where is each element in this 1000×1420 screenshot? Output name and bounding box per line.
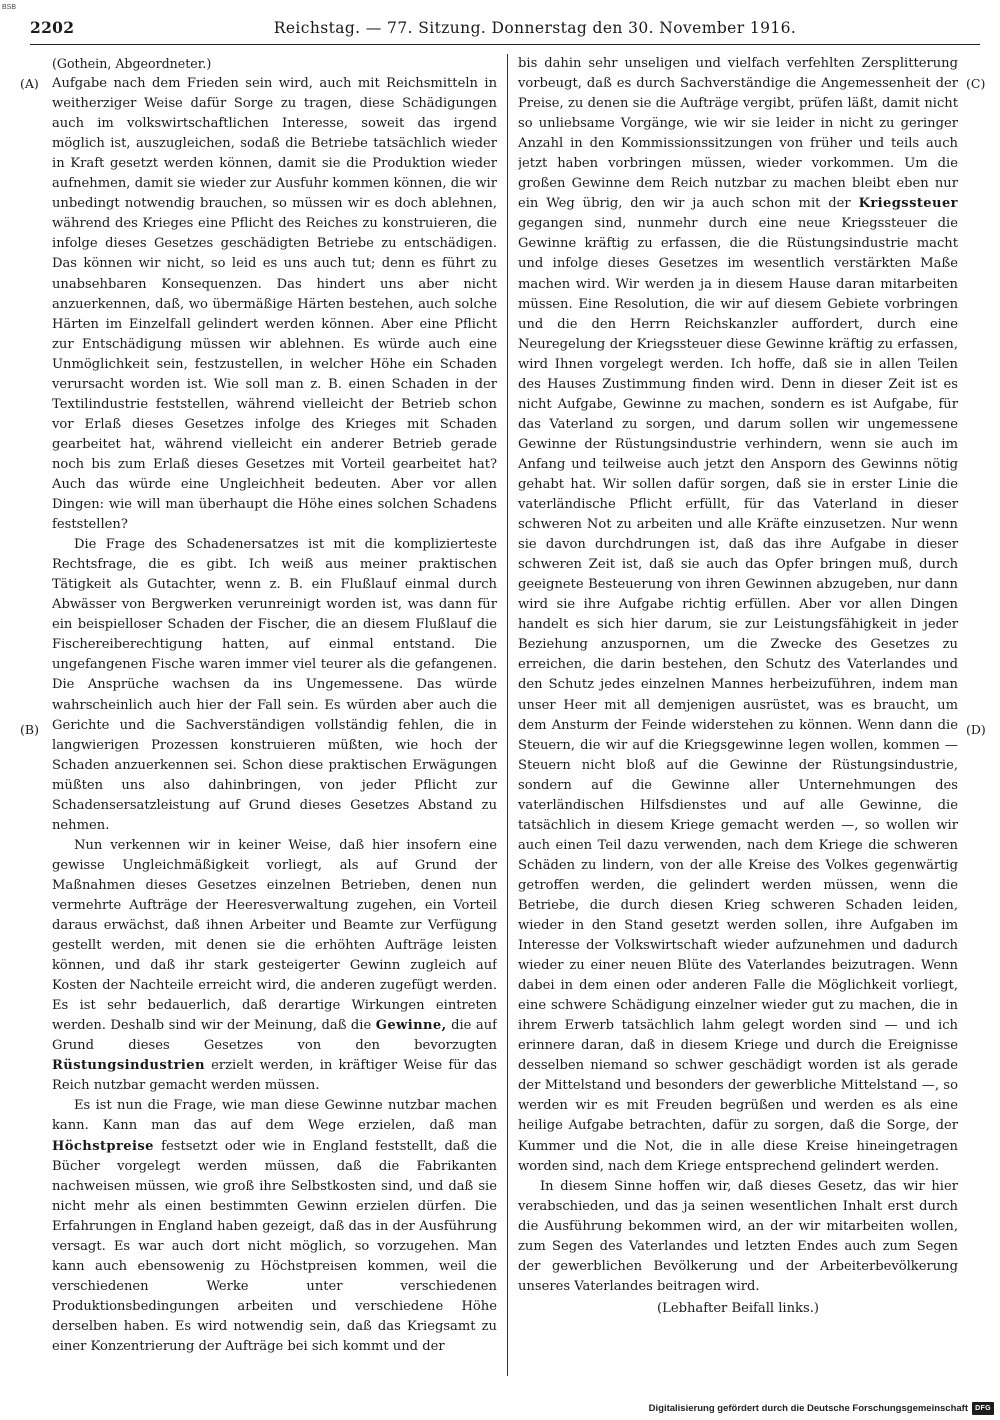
margin-mark-c: (C) [966,76,986,91]
speaker-label: (Gothein, Abgeordneter.) [52,56,212,71]
emphasis: Kriegssteuer [858,196,958,212]
emphasis: Gewinne, [375,1018,447,1034]
left-column [52,54,497,1376]
margin-mark-a: (A) [20,76,39,91]
page-header [30,18,980,45]
column-divider [507,54,508,1376]
right-column [518,54,958,1376]
paragraph: Es ist nun die Frage, wie man diese Gewinne nutzbar machen kann. Kann man das auf dem Wege erzielen, daß man Höchstpreise festsetzt oder wie in England feststellt, daß die Bücher vorgelegt werden müssen, daß die Fabrikanten nachweisen müssen, wie groß ihre Selbstkosten sind, und daß sie nicht mehr als einen bestimmten Gewinn erzielen dürfen. Die Erfahrungen in England haben gezeigt, daß das in der Ausführung versagt. Es war auch dort nicht möglich, so vorzugehen. Man kann auch ebensowenig zu Höchstpreisen kommen, weil die verschiedenen Werke unter verschiedenen Produktionsbedingungen arbeiten und verschiedene Höhe derselben haben. Es wird notwendig sein, daß das Kriegsamt zu einer Konzentrierung der Aufträge bei sich kommt und der [52,1098,497,1354]
running-title: Reichstag. — 77. Sitzung. Donnerstag den 30. November 1916. [273,19,797,37]
funding-note: Digitalisierung gefördert durch die Deutsche Forschungsgemeinschaft [648,1402,968,1414]
emphasis: Rüstungsindustrien [52,1058,205,1074]
paragraph: bis dahin sehr unseligen und vielfach verfehlten Zersplitterung vorbeugt, daß es durch Sachverständige die Angemessenheit der Preise, zu denen sie die Aufträge vergibt, prüfen läßt, damit nicht so unliebsame Vorgänge, wie wir sie leider in nicht zu geringer Anzahl in den Kommissionssitzungen von früher und teils auch jetzt haben vorbringen müssen, wieder vorkommen. Um die großen Gewinne dem Reich nutzbar zu machen bleibt eben nur ein Weg übrig, den wir ja auch schon mit der Kriegssteuer gegangen sind, nunmehr durch eine neue Kriegssteuer die Gewinne kräftig zu erfassen, die die Rüstungsindustrie macht und infolge dieses Gesetzes im wesentlich verstärkten Maße machen wird. Wir werden ja in diesem Hause daran mitarbeiten müssen. Eine Resolution, die wir auf diesem Gebiete vorbringen und die den Herrn Reichskanzler auffordert, durch eine Neuregelung der Kriegssteuer diese Gewinne kräftig zu erfassen, wird Ihnen vorgelegt werden. Ich hoffe, daß sie in allen Teilen des Hauses Zustimmung finden wird. Denn in dieser Zeit ist es nicht Aufgabe, Gewinne zu machen, sondern es ist Aufgabe, für das Vaterland zu sorgen, und darum sollen wir ungemessene Gewinne der Rüstungsindustrie verhindern, wenn sie auch im Anfang und teilweise auch jetzt den Ansporn des Gewinns nötig gehabt hat. Wir sollen dafür sorgen, daß sie in erster Linie die vaterländische Pflicht erfüllt, für das Vaterland in dieser schweren Not zu arbeiten und alle Kräfte einzusetzen. Nur wenn sie davon durchdrungen ist, daß das ihre Aufgabe in dieser schweren Zeit ist, daß sie auch das Opfer bringen muß, durch geeignete Besteuerung von ihren Gewinnen abzugeben, nur dann wird sie ihre Aufgabe richtig erfüllen. Aber vor allen Dingen handelt es sich hier darum, sie zur Leistungsfähigkeit in jeder Beziehung anzuspornen, um die Zwecke des Gesetzes zu erreichen, die darin bestehen, den Schutz des Vaterlandes und den Schutz jedes einzelnen Mannes herbeizuführen, indem man unser Heer mit all demjenigen ausrüstet, was es braucht, um dem Ansturm der Feinde widerstehen zu können. Wenn dann die Steuern, die wir auf die Kriegsgewinne legen wollen, kommen — Steuern nicht bloß auf die Gewinne der Rüstungsindustrie, sondern auf die Gewinne aller Unternehmungen des vaterländischen Hilfsdienstes und auf alle Gewinne, die tatsächlich in diesem Kriege gemacht werden —, so wollen wir auch einen Teil dazu verwenden, nach dem Kriege die schweren Schäden zu lindern, von der alle Kreise des Volkes gegenwärtig getroffen werden, die gelindert werden müssen, wenn die Betriebe, die durch diesen Krieg schweren Schaden leiden, wieder in den Stand gesetzt werden sollen, ihre Aufgaben im Interesse der Volkswirtschaft wieder aufzunehmen und dadurch wieder zu einer neuen Blüte des Vaterlandes beizutragen. Wenn dabei in dem einen oder anderen Falle die Möglichkeit vorliegt, eine schwere Schädigung einzelner wieder gut zu machen, die in ihrem Erwerb tatsächlich lahm gelegt worden sind — und ich erinnere daran, daß in diesem Kriege und durch die Ereignisse desselben niemand so schwer geschädigt worden ist als gerade der Mittelstand und besonders der gewerbliche Mittelstand —, so werden wir es mit Freuden begrüßen und werden es als eine heilige Aufgabe betrachten, dafür zu sorgen, daß die Sorge, der Kummer und die Not, die in alle diese Kreise hineingetragen worden sind, nach dem Kriege entsprechend gelindert werden. [518,56,958,1174]
margin-mark-d: (D) [966,722,986,737]
paragraph: Aufgabe nach dem Frieden sein wird, auch mit Reichsmitteln in weitherziger Weise dafür Sorge zu tragen, diese Schädigungen auch im volkswirtschaftlichen Interesse, soweit das irgend möglich ist, auszugleichen, sodaß die Betriebe tatsächlich wieder in Kraft gesetzt werden können, damit sie die Produktion wieder aufnehmen, damit sie wieder zur Ausfuhr kommen können, die wir unbedingt notwendig brauchen, so müssen wir es doch ablehnen, während des Krieges eine Pflicht des Reiches zu konstruieren, die infolge dieses Gesetzes geschädigten Betriebe zu entschädigen. Das können wir nicht, so leid es uns auch tut; denn es führt zu unabsehbaren Konsequenzen. Das hindert uns aber nicht anzuerkennen, daß, wo übermäßige Härten bestehen, auch solche Härten im Einzelfall gelindert werden können. Aber eine Pflicht zur Entschädigung müssen wir ablehnen. Es würde auch eine Unmöglichkeit sein, festzustellen, in welcher Höhe ein Schaden verursacht worden ist. Wie soll man z. B. einen Schaden in der Textilindustrie feststellen, während vielleicht der Betrieb schon vor Erlaß dieses Gesetzes infolge des Krieges mit Schaden gearbeitet hat, während vielleicht ein anderer Betrieb gerade noch bis zum Erlaß dieses Gesetzes mit Vorteil gearbeitet hat? Auch das würde eine Ungleichheit bedeuten. Aber vor allen Dingen: wie will man überhaupt die Höhe eines solchen Schadens feststellen? [52,76,497,533]
paragraph: Nun verkennen wir in keiner Weise, daß hier insofern eine gewisse Ungleichmäßigkeit vorliegt, als auf Grund der Maßnahmen dieses Gesetzes einzelnen Betrieben, denen nun vermehrte Aufträge der Heeresverwaltung zugehen, ein Vorteil daraus erwächst, daß ihnen Arbeiter und Beamte zur Verfügung gestellt werden, mit denen sie die erhöhten Aufträge leisten können, und daß ihr stark gesteigerter Gewinn zugleich auf Kosten der Nachteile erreicht wird, die anderen zugefügt werden. Es ist sehr bedauerlich, daß derartige Wirkungen eintreten werden. Deshalb sind wir der Meinung, daß die Gewinne, die auf Grund dieses Gesetzes von den bevorzugten Rüstungsindustrien erzielt werden, in kräftiger Weise für das Reich nutzbar gemacht werden müssen. [52,837,497,1094]
page-number: 2202 [30,18,75,37]
emphasis: Höchstpreise [52,1138,154,1154]
bsb-watermark: BSB [2,4,17,11]
paragraph: In diesem Sinne hoffen wir, daß dieses Gesetz, das wir hier verabschieden, und das ja seinen wesentlichen Inhalt erst durch die Ausführung bekommen wird, an der wir mitarbeiten wollen, zum Segen des Vaterlandes und letzten Endes auch zum Segen der gewerblichen Bevölkerung und der Arbeiterbevölkerung unseres Vaterlandes beitragen wird. [518,1178,958,1294]
footer [649,1400,994,1416]
applause-note: (Lebhafter Beifall links.) [657,1300,819,1316]
dfg-logo-icon: DFG [972,1402,994,1415]
margin-mark-b: (B) [20,722,39,737]
paragraph: Die Frage des Schadenersatzes ist mit die komplizierteste Rechtsfrage, die es gibt. Ich weiß aus meiner praktischen Tätigkeit als Gutachter, wenn z. B. ein Flußlauf einmal durch Abwässer von Bergwerken verunreinigt worden ist, was dann für ein beispielloser Schaden der Fischer, die an diesem Flußlauf die Fischereiberechtigung hatten, auf einmal entstand. Die ungefangenen Fische waren immer viel teurer als die gefangenen. Die Ansprüche wachsen da ins Ungemessene. Das würde wahrscheinlich auch hier der Fall sein. Es würden aber auch die Gerichte und die Sachverständigen vollständig fehlen, die in langwierigen Prozessen konstruieren müßten, wie hoch der Schaden anzuerkennen sei. Schon diese praktischen Erwägungen müßten uns also dahinbringen, von jeder Pflicht zur Schadensersatzleistung auf Grund dieses Gesetzes Abstand zu nehmen. [52,537,497,833]
